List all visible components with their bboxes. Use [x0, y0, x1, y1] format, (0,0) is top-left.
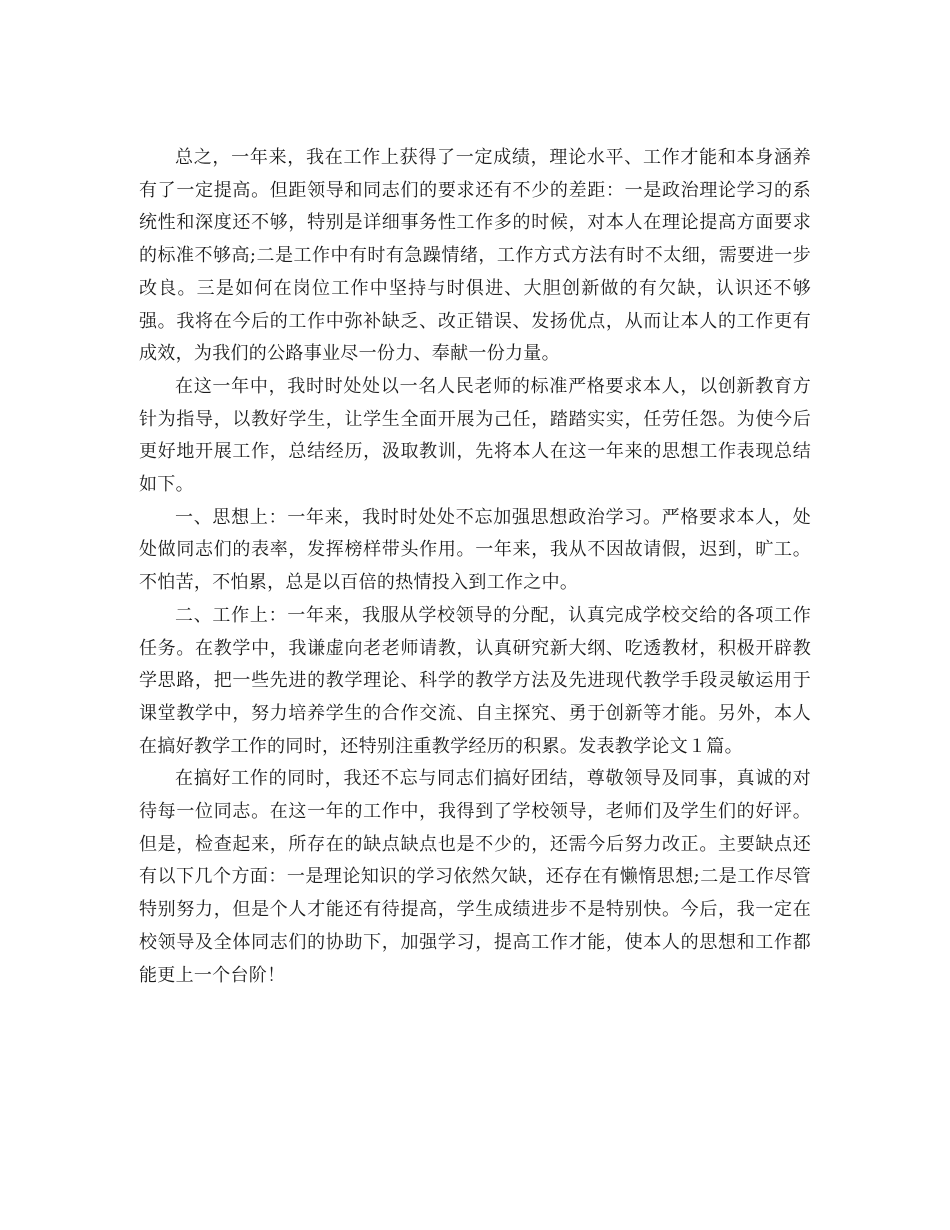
paragraph-conclusion: 在搞好工作的同时，我还不忘与同志们搞好团结，尊敬领导及同事，真诚的对待每一位同志。在这一年的工作中，我得到了学校领导，老师们及学生们的好评。但是，检查起来，所存在的缺点缺点也是不少的，还需今后努力改正。主要缺点还有以下几个方面：一是理论知识的学习依然欠缺，还存在有懒惰思想;二是工作尽管特别努力，但是个人才能还有待提高，学生成绩进步不是特别快。今后，我一定在校领导及全体同志们的协助下，加强学习，提高工作才能，使本人的思想和工作都能更上一个台阶！	[139, 768, 811, 986]
paragraph-summary: 总之，一年来，我在工作上获得了一定成绩，理论水平、工作才能和本身涵养有了一定提高。但距领导和同志们的要求还有不少的差距：一是政治理论学习的系统性和深度还不够，特别是详细事务性工作多的时候，对本人在理论提高方面要求的标准不够高;二是工作中有时有急躁情绪，工作方式方法有时不太细，需要进一步改良。三是如何在岗位工作中坚持与时俱进、大胆创新做的有欠缺，认识还不够强。我将在今后的工作中弥补缺乏、改正错误、发扬优点，从而让本人的工作更有成效，为我们的公路事业尽一份力、奉献一份力量。	[139, 147, 811, 365]
paragraph-thought: 一、思想上：一年来，我时时处处不忘加强思想政治学习。严格要求本人，处处做同志们的表率，发挥榜样带头作用。一年来，我从不因故请假，迟到，旷工。不怕苦，不怕累，总是以百倍的热情投入到工作之中。	[139, 506, 811, 594]
document-body	[139, 142, 811, 992]
paragraph-work: 二、工作上：一年来，我服从学校领导的分配，认真完成学校交给的各项工作任务。在教学中，我谦虚向老老师请教，认真研究新大纲、吃透教材，积极开辟教学思路，把一些先进的教学理论、科学的教学方法及先进现代教学手段灵敏运用于课堂教学中，努力培养学生的合作交流、自主探究、勇于创新等才能。另外，本人在搞好教学工作的同时，还特别注重教学经历的积累。发表教学论文１篇。	[139, 604, 811, 757]
paragraph-intro: 在这一年中，我时时处处以一名人民老师的标准严格要求本人，以创新教育方针为指导，以教好学生，让学生全面开展为己任，踏踏实实，任劳任怨。为使今后更好地开展工作，总结经历，汲取教训，先将本人在这一年来的思想工作表现总结如下。	[139, 375, 811, 496]
